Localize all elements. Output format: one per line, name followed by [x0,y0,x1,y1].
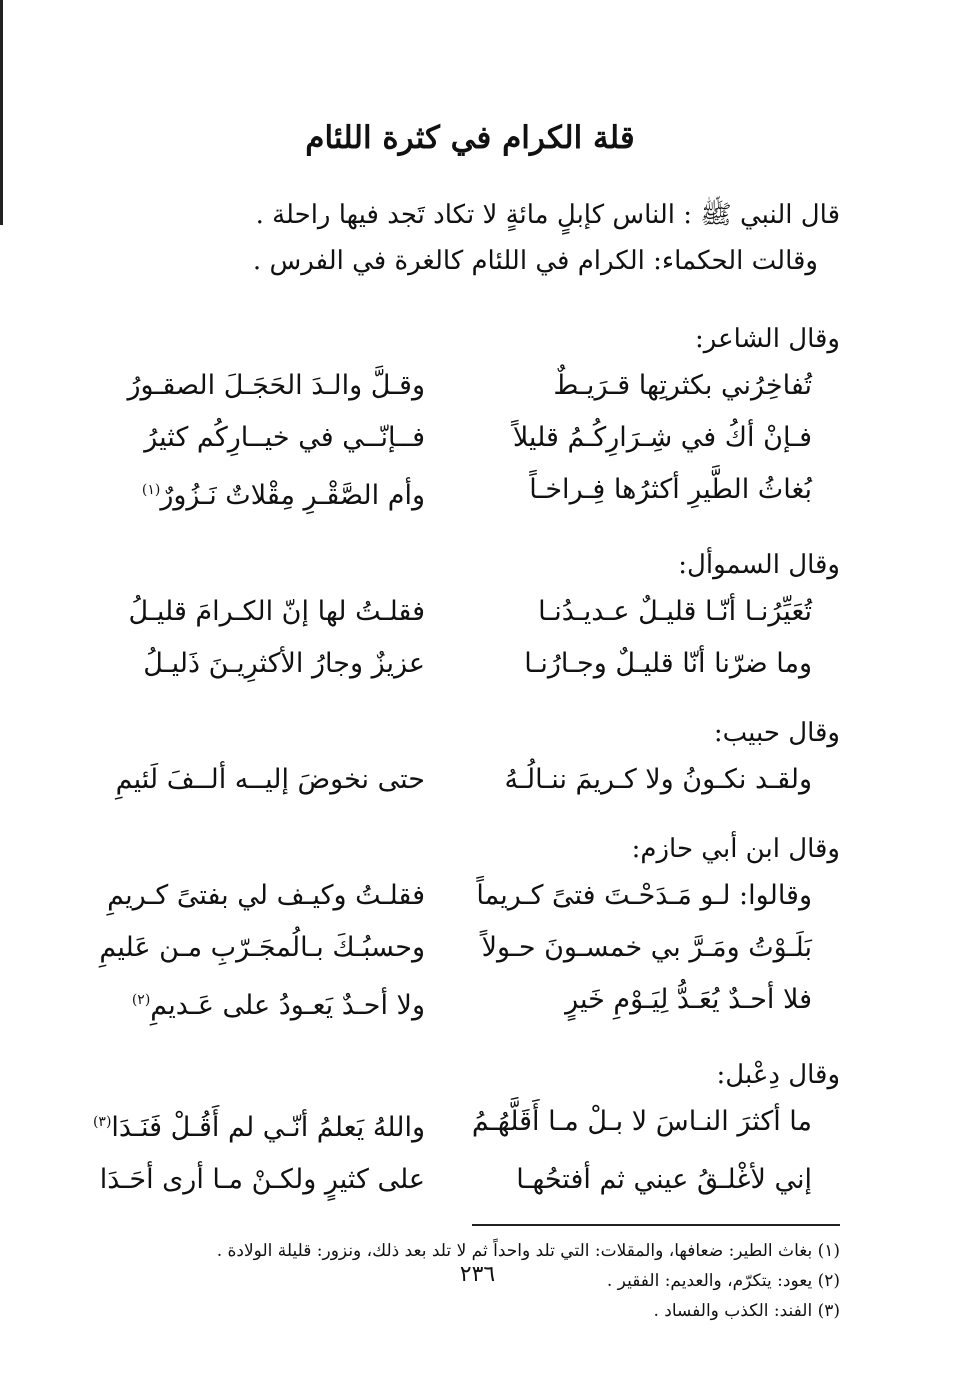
verse-row [92,1096,840,1154]
poem-section [100,828,840,1032]
footnote: (٢) يعود: يتكرّم، والعديم: الفقير . [606,1271,840,1291]
verse-first-hemistich: بُغاثُ الطَّيرِ أكثرُها فِـراخـاً [529,474,812,505]
poem-section [100,318,840,522]
footnote-marker: (١) [141,482,161,498]
poem-intro: وقال دِعْبل: [716,1060,840,1090]
book-page [92,120,840,1326]
verse-first-hemistich: فلا أحـدٌ يُعَـدُّ لِيَـوْمِ خَيرٍ [565,984,812,1015]
verse-row [100,1154,840,1206]
verse-text: وأم الصَّقْـرِ مِقْلاتٌ نَـزُورٌ [160,480,425,511]
verse-first-hemistich: تُعَيِّرُنـا أنّـا قليـلٌ عـديـدُنـا [538,596,812,627]
verse-second-hemistich: على كثيرٍ ولكـنْ مـا أرى أحَـدَا [99,1164,425,1195]
footnote: (١) بغاث الطير: ضعافها، والمقلات: التي تلد واحداً ثم لا تلد بعد ذلك، ونزور: قليلة الولادة . [216,1241,840,1261]
verse-row [100,586,840,638]
footnote: (٣) الفند: الكذب والفساد . [653,1301,840,1321]
verse-first-hemistich: إني لأغْلـقُ عيني ثم أفتحُهـا [516,1164,812,1195]
verse-row [100,412,840,464]
verse-row [100,638,840,690]
poem-intro: وقال الشاعر: [695,324,840,354]
intro-line: قال النبي ﷺ : الناس كإبلٍ مائةٍ لا تكاد تَجد فيها راحلة . [255,200,840,230]
poem-section [100,712,840,806]
verse-second-hemistich: وقـلَّ والـدَ الحَجَـلَ الصقـورُ [127,370,425,401]
poem-section [100,544,840,690]
chapter-title: قلة الكرام في كثرة اللئام [305,120,635,156]
verse-text: ولا أحـدٌ يَعـودُ على عَـديمِ [150,990,425,1021]
verse-row [100,922,840,974]
verse-row [100,870,840,922]
verse-row [100,754,840,806]
footnote-marker: (٣) [92,1114,112,1130]
verse-first-hemistich: وما ضرّنا أنّا قليـلٌ وجـارُنـا [524,648,812,679]
poem-intro: وقال السموأل: [678,550,840,580]
verse-row [100,360,840,412]
footnote-marker: (٢) [131,992,151,1008]
poem-section [92,1054,840,1206]
poem-intro: وقال حبيب: [713,718,840,748]
verse-second-hemistich: فقلـتُ وكيـف لي بفتىً كـريمِ [107,880,425,911]
verse-row [100,464,840,522]
verse-second-hemistich: حتى نخوضَ إليــه ألــفَ لَئيمِ [115,764,425,795]
verse-text: واللهُ يَعلمُ أنّـي لم أَقُـلْ فَنَـدَا [111,1112,425,1143]
verse-first-hemistich: وقالوا: لـو مَـدَحْـتَ فتىً كـريماً [476,880,812,911]
verse-first-hemistich: تُفاخِرُني بكثرتِها قـرَيـطٌ [553,370,812,401]
verse-first-hemistich: فـإنْ أكُ في شِـرَارِكُـمُ قليلاً [512,422,812,453]
intro-block [100,192,840,284]
poem-intro: وقال ابن أبي حازم: [631,834,840,864]
verse-second-hemistich [100,974,425,1032]
verse-first-hemistich: بَلَـوْتُ ومَـرَّ بي خمسـونَ حـولاً [481,932,812,963]
verse-second-hemistich: عزيزٌ وجارُ الأكثرِيـنَ ذَليـلُ [143,648,425,679]
verse-second-hemistich: وحسبُـكَ بـالُمجَـرّبِ مـن عَليمِ [99,932,425,963]
footnote-separator [472,1224,840,1226]
verse-second-hemistich: فــإنّــي في خيــارِكُم كثيرُ [144,422,425,453]
margin-line [0,0,3,225]
intro-line: وقالت الحكماء: الكرام في اللئام كالغرة في الفرس . [252,246,818,276]
verse-second-hemistich: فقلـتُ لها إنّ الكـرامَ قليـلُ [128,596,425,627]
verse-second-hemistich [100,464,425,522]
verse-second-hemistich [92,1096,425,1154]
verse-first-hemistich: ما أكثرَ النـاسَ لا بـلْ مـا أَقَلَّهُـمُ [471,1106,812,1137]
verse-row [100,974,840,1032]
verse-first-hemistich: ولقـد نكـونُ ولا كـريمَ ننـالُـهُ [504,764,812,795]
page-number: ٢٣٦ [459,1262,496,1287]
